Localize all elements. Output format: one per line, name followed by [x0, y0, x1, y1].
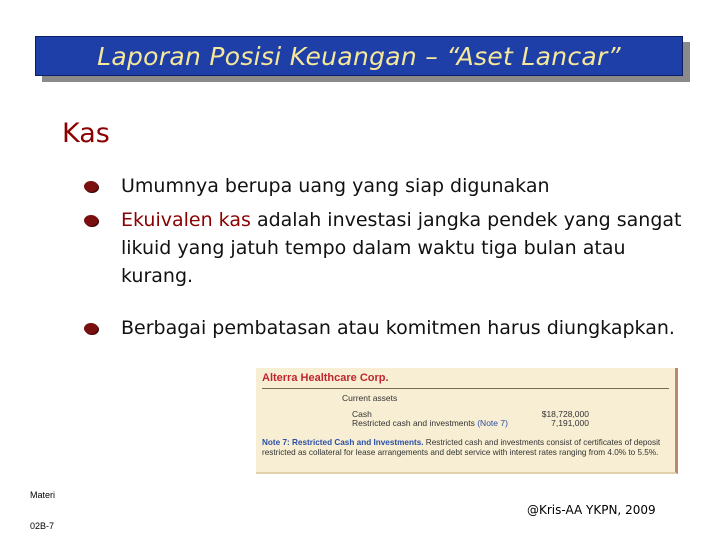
- title-banner: [35, 36, 683, 76]
- bullet-text-rest: adalah investasi jangka pendek yang sangat likuid yang jatuh tempo dalam waktu tiga bulan atau kurang.: [121, 209, 682, 287]
- row-label: [352, 418, 508, 428]
- bullet-icon: [84, 323, 98, 334]
- section-heading: Kas: [62, 118, 110, 149]
- row-label: Cash: [352, 409, 372, 419]
- note-reference: (Note 7): [477, 418, 508, 428]
- bullet-item: [84, 206, 684, 290]
- copyright: @Kris-AA YKPN, 2009: [527, 503, 656, 517]
- bullet-text: [121, 206, 684, 290]
- footnote: [262, 438, 672, 458]
- bullet-text: Umumnya berupa uang yang siap digunakan: [121, 175, 550, 197]
- section-label: Current assets: [342, 393, 398, 403]
- company-name: Alterra Healthcare Corp.: [262, 372, 389, 384]
- row-label-text: Restricted cash and investments: [352, 418, 475, 428]
- bullet-item: [84, 314, 684, 342]
- slide-title: Laporan Posisi Keuangan – “Aset Lancar”: [97, 41, 621, 71]
- footnote-text: Restricted cash and investments consist of certificates of deposit restricted as collateral for lease arrangements and debt service with interest rates ranging from 4.0% to 5.5%.: [262, 438, 661, 457]
- bullet-item: [84, 172, 684, 200]
- row-value: $18,728,000: [541, 409, 589, 419]
- row-value: 7,191,000: [551, 418, 589, 428]
- footnote-title: Note 7: Restricted Cash and Investments.: [262, 438, 424, 447]
- bullet-icon: [84, 181, 98, 192]
- key-term: Ekuivalen kas: [121, 209, 251, 231]
- bullet-icon: [84, 215, 98, 226]
- slide-number: 02B-7: [30, 521, 55, 531]
- bullet-text: Berbagai pembatasan atau komitmen harus diungkapkan.: [121, 317, 675, 339]
- footer-label: Materi: [30, 490, 56, 500]
- financial-statement-excerpt: [256, 368, 678, 474]
- divider: [262, 388, 669, 389]
